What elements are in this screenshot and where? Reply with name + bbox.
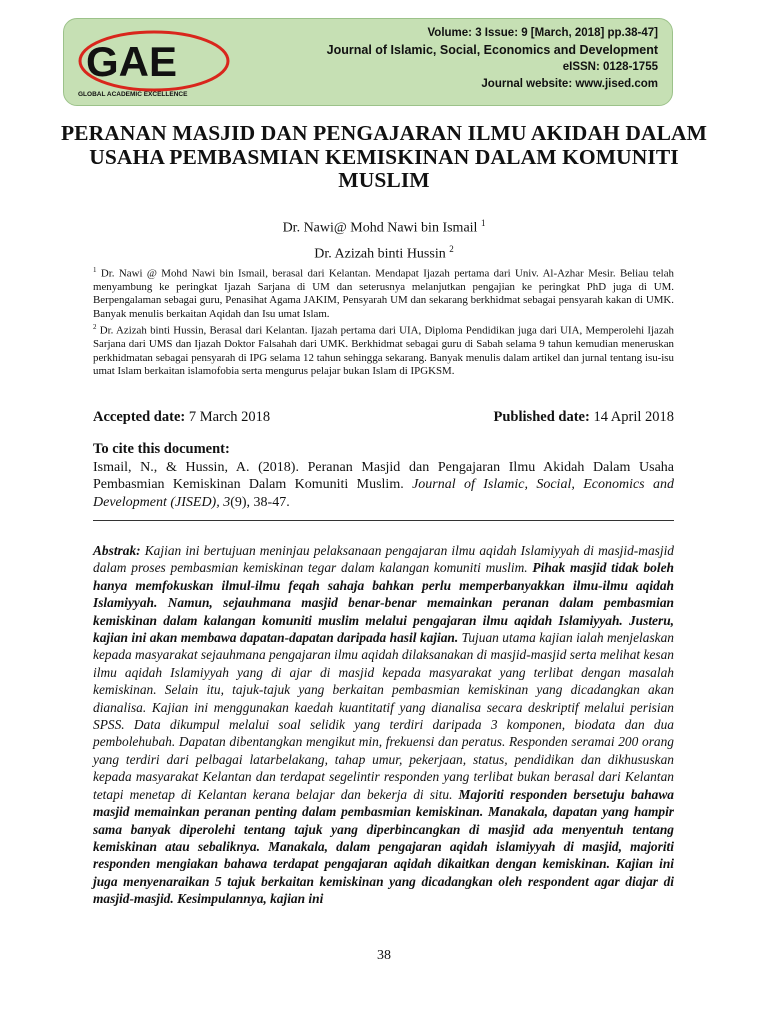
footnote-text: Dr. Nawi @ Mohd Nawi bin Ismail, berasal dari Kelantan. Mendapat Ijazah pertama dari Univ. Al-Azhar Mesir. Beliau telah menyambung ke peringkat Ijazah Sarjana di UM dan seterusnya melanjutkan pengajian ke peringkat PhD juga di UM. Berpengalaman sebagai guru, Penasihat Agama JAKIM, Pensyarah UM dan sekarang berkhidmat sebagai pensyarah kakan di UMK. Banyak menulis berkaitan Aqidah dan Isu umat Islam.: [93, 267, 674, 320]
abstract-label: Abstrak:: [93, 543, 141, 558]
logo-letters: GAE: [86, 38, 178, 85]
volume-issue: Volume: 3 Issue: 9 [March, 2018] pp.38-47]: [427, 27, 658, 39]
citation-text: [93, 459, 674, 512]
abstract-text-3: Tujuan utama kajian ialah menjelaskan kepada masyarakat sejauhmana pengajaran ilmu aqidah dilaksanakan di masjid-masjid serta melihat kesan ilmu aqidah Islamiyyah yang di ajar di masjid kepada masyarakat yang terlibat dengan masalah kemiskinan. Selain itu, tajuk-tajuk yang berkaitan pembasmian kemiskinan yang dicadangkan akan dianalisa. Kajian ini menggunakan kaedah kuantitatif yang dianalisa secara deskriptif melalui perisian SPSS. Data dikumpul melalui soal selidik yang terdiri daripada 3 komponen, biodata dan dua pembolehubah. Dapatan dibentangkan mengikut min, frekuensi dan peratus. Responden seramai 200 orang yang terdiri dari pelbagai latarbelakang, tahap umur, pekerjaan, status, pendidikan dan dikhususkan kepada masyarakat Kelantan dan terdapat segelintir responden yang terlibat bukan berasal dari Kelantan tetapi menetap di Kelantan kerana belajar dan bekerja di situ.: [93, 630, 674, 802]
published-value: 14 April 2018: [593, 409, 674, 425]
gae-logo: [74, 25, 234, 101]
citation-block: [93, 441, 674, 511]
author-mark: 1: [480, 218, 486, 228]
author-1: [60, 213, 708, 239]
citation-heading: To cite this document:: [93, 441, 230, 457]
eissn: eISSN: 0128-1755: [562, 61, 658, 73]
footnote-1: [93, 264, 674, 321]
author-list: [60, 213, 708, 264]
journal-header-banner: [63, 18, 673, 106]
author-footnotes: [93, 264, 674, 379]
section-divider: [93, 520, 674, 521]
abstract-text-4: Majoriti responden bersetuju bahawa masjid memainkan peranan penting dalam pembasmian kemiskinan. Manakala, dapatan yang hampir sama banyak diperolehi tentang tajuk yang diperbincangkan di masjid ada menyentuh tentang kemiskinan atau sebaliknya. Manakala, dalam pengajaran aqidah islamiyyah di masjid, majoriti responden mengiakan bahawa terdapat pengajaran aqidah dikaitkan dengan kemiskinan. Kajian ini juga menyenaraikan 5 tajuk berkaitan kemiskinan yang dicadangkan oleh respondent agar diajar di masjid-masjid. Kesimpulannya, kajian ini: [93, 786, 674, 907]
citation-authors-title: Ismail, N., & Hussin, A. (2018). Peranan Masjid dan Pengajaran Ilmu Akidah Dalam Usaha Pembasmian Kemiskinan Dalam Komuniti Muslim.: [93, 459, 674, 493]
published-date: [494, 409, 674, 426]
accepted-date: [93, 409, 270, 426]
journal-website[interactable]: Journal website: www.jised.com: [481, 78, 658, 90]
citation-journal: Journal of Islamic, Social, Economics and Development (JISED), 3: [93, 477, 674, 510]
footnote-mark: 1: [93, 266, 97, 274]
paper-title: PERANAN MASJID DAN PENGAJARAN ILMU AKIDAH DALAM USAHA PEMBASMIAN KEMISKINAN DALAM KOMUNITI MUSLIM: [60, 121, 708, 192]
abstract: [93, 542, 674, 908]
journal-name: Journal of Islamic, Social, Economics and Development: [326, 43, 658, 57]
author-name: Dr. Azizah binti Hussin: [314, 246, 446, 262]
author-mark: 2: [449, 243, 454, 254]
author-name: Dr. Nawi@ Mohd Nawi bin Ismail: [282, 220, 478, 236]
abstract-text-1: Kajian ini bertujuan meninjau pelaksanaan pengajaran ilmu aqidah Islamiyyah di masjid-masjid dalam proses pembasmian kemiskinan tegar dalam kalangan komuniti muslim.: [93, 543, 674, 576]
logo-tagline: GLOBAL ACADEMIC EXCELLENCE: [78, 91, 188, 98]
abstract-text-2: Pihak masjid tidak boleh hanya memfokuskan ilmul-ilmu feqah sahaja bahkan perlu memperbanyakkan ilmu-ilmu aqidah Islamiyyah. Namun, sejauhmana masjid benar-benar memainkan peranan dalam pembasmian kemiskinan dalam kalangan komuniti muslim melalui pengajaran ilmu aqidah Islamiyyah. Justeru, kajian ini akan membawa dapatan-dapatan daripada hasil kajian.: [93, 560, 674, 646]
published-label: Published date:: [493, 409, 590, 425]
footnote-mark: 2: [93, 323, 97, 332]
citation-pages: (9), 38-47.: [230, 494, 290, 510]
page-number: 38: [377, 948, 391, 963]
author-2: [60, 239, 708, 265]
footnote-2: [93, 321, 674, 378]
accepted-value: 7 March 2018: [188, 409, 271, 425]
accepted-label: Accepted date:: [93, 409, 186, 425]
footnote-text: Dr. Azizah binti Hussin, Berasal dari Kelantan. Ijazah pertama dari UIA, Diploma Pendidikan juga dari UIA, Memperolehi Ijazah Sarjana dari UMS dan Ijazah Doktor Falsahah dari UMK. Berkhidmat sebagai guru di Sabah selama 9 tahun kemudian meneruskan perkhidmatan sebagai pensyarah di IPG selama 12 tahun sehingga sekarang. Banyak menulis dalam artikel dan jurnal tentang isu-isu umat Islam berkaitan islamofobia serta mengurus pelajar bukan Islam di IPGKSM.: [93, 324, 674, 378]
